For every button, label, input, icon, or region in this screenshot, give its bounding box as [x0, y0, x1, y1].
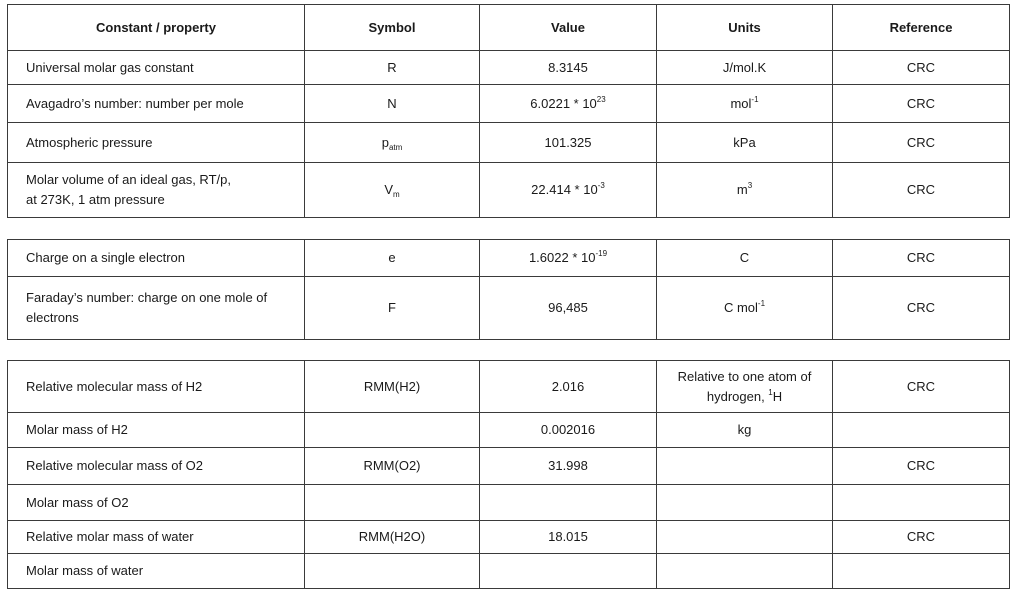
- units-cell: [657, 361, 833, 413]
- reference-cell: CRC: [833, 521, 1010, 554]
- units-base: m: [736, 182, 748, 197]
- value-cell: [480, 85, 657, 123]
- units-cell: [657, 485, 833, 521]
- reference-cell: CRC: [833, 85, 1010, 123]
- property-cell: [8, 277, 305, 340]
- value-cell: 101.325: [480, 123, 657, 163]
- symbol-cell: [305, 485, 480, 521]
- value-base: 22.414 * 10: [531, 182, 598, 197]
- table-row: [8, 521, 1010, 554]
- header-reference: Reference: [833, 5, 1010, 51]
- units-base: C mol: [723, 300, 758, 315]
- reference-cell: [833, 413, 1010, 448]
- units-cell: [657, 163, 833, 218]
- table-row: [8, 51, 1010, 85]
- header-value: Value: [480, 5, 657, 51]
- symbol-subscript: m: [393, 190, 400, 199]
- value-cell: 18.015: [480, 521, 657, 554]
- header-units: Units: [657, 5, 833, 51]
- value-cell: 31.998: [480, 448, 657, 485]
- units-cell: [657, 554, 833, 589]
- units-base: mol: [730, 95, 752, 111]
- symbol-cell: N: [305, 85, 480, 123]
- property-cell: Molar mass of H2: [8, 413, 305, 448]
- units-cell: [657, 521, 833, 554]
- property-cell: Relative molar mass of water: [8, 521, 305, 554]
- units-line-2-prefix: hydrogen,: [706, 388, 769, 404]
- symbol-cell: RMM(H2): [305, 361, 480, 413]
- table-row: [8, 361, 1010, 413]
- constants-table-charge: [7, 239, 1010, 340]
- property-line-1: Molar volume of an ideal gas, RT/p,: [26, 172, 231, 187]
- value-cell: 96,485: [480, 277, 657, 340]
- symbol-cell: RMM(H2O): [305, 521, 480, 554]
- reference-cell: CRC: [833, 240, 1010, 277]
- units-exponent: -1: [751, 94, 759, 104]
- table-row: [8, 123, 1010, 163]
- units-cell: [657, 448, 833, 485]
- property-cell: Molar mass of O2: [8, 485, 305, 521]
- value-exponent: 23: [596, 94, 606, 104]
- table-row: [8, 277, 1010, 340]
- value-base: 1.6022 * 10: [528, 250, 596, 265]
- property-cell: Atmospheric pressure: [8, 123, 305, 163]
- table-row: [8, 448, 1010, 485]
- constants-table-masses: [7, 360, 1010, 589]
- symbol-cell: [305, 123, 480, 163]
- property-cell: Molar mass of water: [8, 554, 305, 589]
- reference-cell: CRC: [833, 51, 1010, 85]
- property-line-2: at 273K, 1 atm pressure: [26, 192, 165, 207]
- reference-cell: CRC: [833, 448, 1010, 485]
- constants-table-gas: [7, 4, 1010, 218]
- value-cell: 2.016: [480, 361, 657, 413]
- units-cell: [657, 277, 833, 340]
- units-cell: [657, 85, 833, 123]
- header-row: [8, 5, 1010, 51]
- property-cell: [8, 163, 305, 218]
- units-cell: kPa: [657, 123, 833, 163]
- reference-cell: [833, 554, 1010, 589]
- value-cell: 0.002016: [480, 413, 657, 448]
- table-row: [8, 413, 1010, 448]
- property-cell: Universal molar gas constant: [8, 51, 305, 85]
- reference-cell: CRC: [833, 163, 1010, 218]
- units-line-2-superscript: 1: [768, 387, 773, 397]
- value-cell: [480, 554, 657, 589]
- value-cell: [480, 163, 657, 218]
- units-exponent: 3: [747, 181, 753, 190]
- units-cell: C: [657, 240, 833, 277]
- value-cell: [480, 485, 657, 521]
- symbol-cell: [305, 554, 480, 589]
- value-base: 6.0221 * 10: [530, 95, 597, 111]
- symbol-cell: [305, 413, 480, 448]
- value-exponent: -3: [597, 181, 605, 190]
- value-cell: 8.3145: [480, 51, 657, 85]
- units-cell: J/mol.K: [657, 51, 833, 85]
- header-symbol: Symbol: [305, 5, 480, 51]
- property-line-2: electrons: [26, 310, 79, 325]
- symbol-base: V: [384, 182, 393, 197]
- property-cell: Relative molecular mass of O2: [8, 448, 305, 485]
- reference-cell: CRC: [833, 123, 1010, 163]
- property-cell: Avagadro’s number: number per mole: [8, 85, 305, 123]
- units-exponent: -1: [757, 299, 766, 308]
- reference-cell: CRC: [833, 277, 1010, 340]
- symbol-cell: RMM(O2): [305, 448, 480, 485]
- symbol-subscript: atm: [388, 142, 403, 152]
- table-row: [8, 554, 1010, 589]
- symbol-cell: F: [305, 277, 480, 340]
- reference-cell: [833, 485, 1010, 521]
- table-row: [8, 85, 1010, 123]
- symbol-base: p: [381, 134, 389, 150]
- header-property: Constant / property: [8, 5, 305, 51]
- table-row: [8, 240, 1010, 277]
- table-row: [8, 485, 1010, 521]
- symbol-cell: [305, 163, 480, 218]
- value-cell: [480, 240, 657, 277]
- table-row: [8, 163, 1010, 218]
- units-line-2-suffix: H: [772, 388, 783, 404]
- property-line-1: Faraday’s number: charge on one mole of: [26, 290, 268, 305]
- value-exponent: -19: [595, 249, 608, 258]
- units-cell: kg: [657, 413, 833, 448]
- property-cell: Relative molecular mass of H2: [8, 361, 305, 413]
- reference-cell: CRC: [833, 361, 1010, 413]
- symbol-cell: R: [305, 51, 480, 85]
- symbol-cell: e: [305, 240, 480, 277]
- units-line-1: Relative to one atom of: [677, 368, 812, 384]
- property-cell: Charge on a single electron: [8, 240, 305, 277]
